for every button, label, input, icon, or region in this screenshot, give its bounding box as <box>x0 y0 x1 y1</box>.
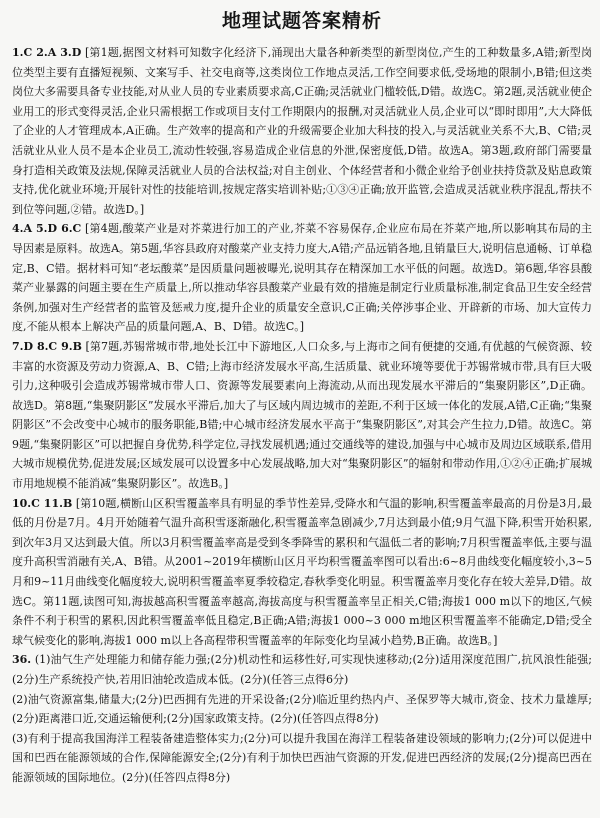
answer-keys: 7.D 8.C 9.B <box>12 339 82 353</box>
question-number: 36. <box>12 653 32 667</box>
answer-block-36-part3 <box>12 729 592 788</box>
explanation-text: [第7题,苏锡常城市带,地处长江中下游地区,人口众多,与上海市之间有便捷的交通,有优越的气候资源、较丰富的水资源及劳动力资源,A、B、C错;上海市经济发展水平高,生活质量、就业环境等要优于苏锡常城市带,具有巨大吸引力,这种吸引会造成苏锡常城市带人口、资源等发展要素向上海流动,从而出现发展水平滞后的“集聚阴影区”,D正确。故选D。第8题,“集聚阴影区”发展水平滞后,加大了与区域内周边城市的差距,不利于区域一体化的发展,A错,C正确;“集聚阴影区”不会改变中心城市的服务职能,B错;中心城市经济发展水平高于“集聚阴影区”,对其会产生拉力,D错。故选C。第9题,“集聚阴影区”可以把握自身优势,科学定位,寻找发展机遇;通过交通线等的建设,加强与中心城市及周边区域联系,借用大城市规模优势,促进发展;区域发展可以设置多中心发展战略,加大对“集聚阴影区”的辐射和带动作用,①②④正确;扩展城市用地规模不能消减“集聚阴影区”。故选B。] <box>12 339 592 491</box>
answer-block-7-9 <box>12 337 592 494</box>
answer-keys: 10.C 11.B <box>12 496 73 510</box>
answer-block-1-3 <box>12 43 592 219</box>
explanation-text: (3)有利于提高我国海洋工程装备建造整体实力;(2分)可以提升我国在海洋工程装备建设领域的影响力;(2分)可以促进中国和巴西在能源领域的合作,保障能源安全;(2分)有利于加快巴西油气资源的开发,促进巴西经济的发展;(2分)提高巴西在能源领域的国际地位。(2分)(任答四点得8分) <box>12 731 592 784</box>
answer-block-36-part2 <box>12 690 592 729</box>
explanation-text: [第1题,据图文材料可知数字化经济下,涌现出大量各种新类型的新型岗位,产生的工种数量多,A错;新型岗位类型主要有直播短视频、文案写手、社交电商等,这类岗位工作地点灵活,工作空间要求低,受场地的限制小,B错;但这类岗位大多需要具备专业技能,对从业人员的专业素质要求高,C正确;灵活就业门槛较低,D错。故选C。第2题,灵活就业使企业用工的形式变得灵活,企业只需根据工作或项目支付工作期限内的报酬,对灵活就业人员,企业可以“即时即用”,大大降低了企业的人才管理成本,A正确。生产效率的提高和产业的升级需要企业加大科技的投入,与灵活就业关系不大,B、C错;灵活就业从业人员不是本企业员工,流动性较强,容易造成企业信息的外泄,保密度低,D错。故选A。第3题,政府部门需要量身打造相关政策及法规,保障灵活就业人员的合法权益;对自主创业、个体经营者和小微企业给予创业扶持贷款及贴息政策支持,优化就业环境;开展针对性的技能培训,按规定落实培训补贴;①③④正确;放开监管,会造成灵活就业秩序混乱,帮扶不到位等问题,②错。故选D。] <box>12 46 592 216</box>
explanation-text: [第10题,横断山区积雪覆盖率具有明显的季节性差异,受降水和气温的影响,积雪覆盖率最高的月份是3月,最低的月份是7月。4月开始随着气温升高积雪逐渐融化,积雪覆盖率急剧减少,7月达到最小值;9月气温下降,积雪开始积累,到次年3月又达到最大值。所以3月积雪覆盖率高是受到冬季降雪的累积和气温低二者的影响;7月积雪覆盖率低,主要与温度升高积雪消融有关,A、B错。从2001~2019年横断山区月平均积雪覆盖率图可以看出:6~8月曲线变化幅度较小,3~5月和9~11月曲线变化幅度较大,说明积雪覆盖率夏季较稳定,春秋季变化明显。积雪覆盖率月变化存在较大差异,D错。故选C。第11题,读图可知,海拔越高积雪覆盖率越高,海拔高度与积雪覆盖率呈正相关,C错;海拔1 000 m以下的地区,气候条件不利于积雪的累积,因此积雪覆盖率低且稳定,B正确;A错;海拔1 000~3 000 m地区积雪覆盖率不能确定,D错;受全球气候变化的影响,海拔1 000 m以上各高程带积雪覆盖率的年际变化均呈减小趋势,B正确。故选B。] <box>12 496 593 647</box>
answer-block-4-6 <box>12 219 592 337</box>
answer-block-36-part1 <box>12 650 592 689</box>
answer-keys: 1.C 2.A 3.D <box>12 46 82 59</box>
explanation-text: (1)油气生产处理能力和储存能力强;(2分)机动性和运移性好,可实现快速移动;(2分)适用深度范围广,抗风浪性能强;(2分)生产系统投产快,若用旧油轮改造成本低。(2分)(任答三点得6分) <box>12 653 593 686</box>
answer-block-10-11 <box>12 494 592 651</box>
answer-keys: 4.A 5.D 6.C <box>12 222 82 236</box>
explanation-text: (2)油气资源富集,储量大;(2分)巴西拥有先进的开采设备;(2分)临近里约热内卢、圣保罗等大城市,资金、技术力量雄厚;(2分)距离港口近,交通运输便利;(2分)国家政策支持。(2分)(任答四点得8分) <box>12 692 592 726</box>
explanation-text: [第4题,酸菜产业是对芥菜进行加工的产业,芥菜不容易保存,企业应布局在芥菜产地,所以影响其布局的主导因素是原料。故选A。第5题,华容县政府对酸菜产业支持力度大,A错;产品远销各地,且销量巨大,说明信息通畅、订单稳定,B、C错。据材料可知“老坛酸菜”是因质量问题被曝光,说明其存在精深加工水平低的问题。故选D。第6题,华容县酸菜产业暴露的问题主要在生产质量上,所以推动华容县酸菜产业最有效的措施是制定行业质量标准,制定食品卫生安全经营条例,加强对生产经营者的监管及惩戒力度,提升企业的质量安全意识,C正确;关停涉事企业、开辟新的市场、加大宣传力度,不能从根本上解决产品的质量问题,A、B、D错。故选C。] <box>12 222 592 334</box>
page-title: 地理试题答案精析 <box>221 10 382 32</box>
